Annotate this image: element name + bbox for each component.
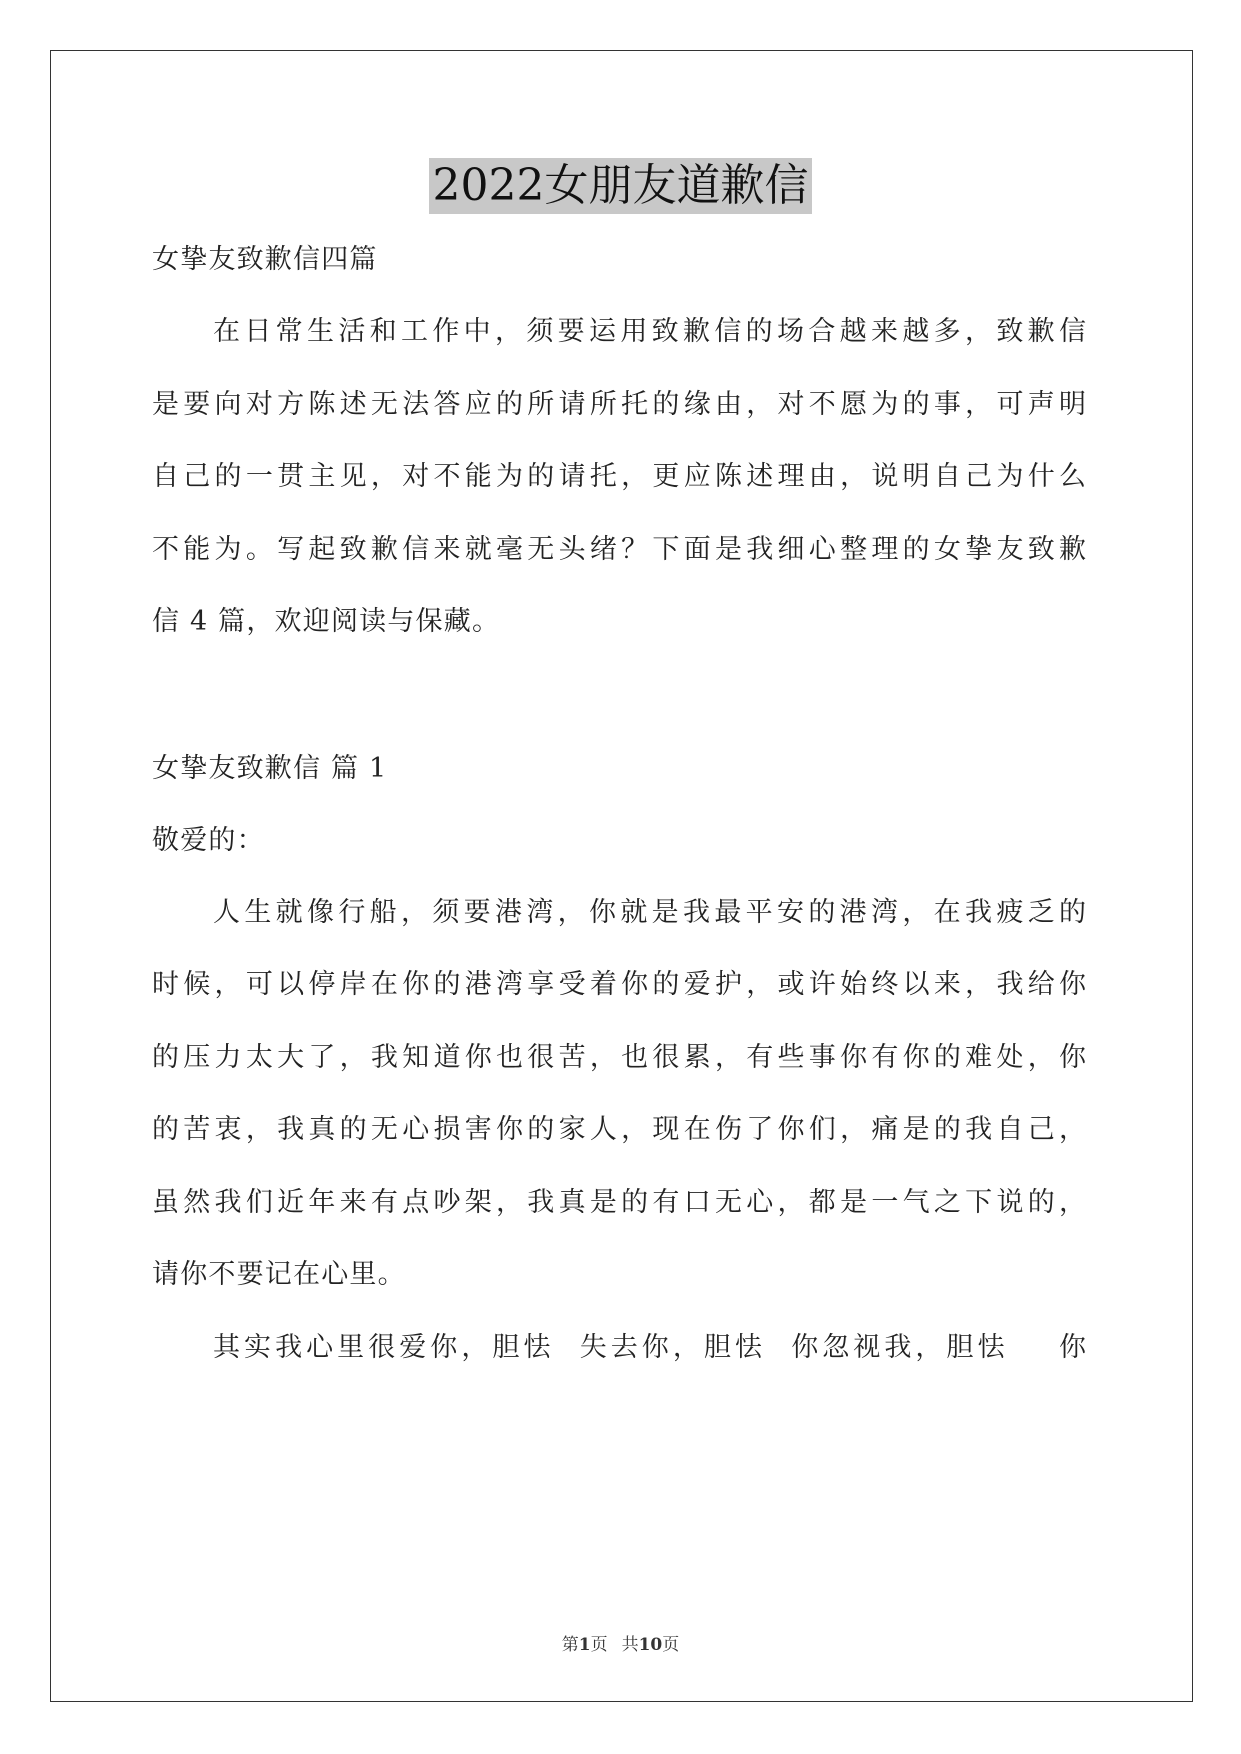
section-heading: 女挚友致歉信 篇 1 (152, 753, 388, 784)
page-footer (0, 1634, 1241, 1656)
intro-line-4: 不能为。写起致歉信来就毫无头绪？下面是我细心整理的女挚友致歉 (152, 534, 1086, 565)
document-title-wrap (0, 158, 1241, 214)
footer-page-prefix: 第 (561, 1635, 579, 1655)
body-line-6: 请你不要记在心里。 (152, 1259, 406, 1290)
body-line-3: 的压力太大了，我知道你也很苦，也很累，有些事你有你的难处，你 (152, 1042, 1086, 1073)
footer-page-number: 1 (578, 1635, 591, 1655)
subtitle: 女挚友致歉信四篇 (152, 244, 378, 275)
salutation: 敬爱的： (152, 825, 265, 856)
intro-line-5: 信 4 篇，欢迎阅读与保藏。 (152, 606, 501, 637)
footer-total-prefix: 共 (621, 1635, 639, 1655)
intro-line-1: 在日常生活和工作中，须要运用致歉信的场合越来越多，致歉信 (213, 316, 1086, 347)
body-line-7: 其实我心里很爱你，胆怯 失去你，胆怯 你忽视我，胆怯 你 (213, 1332, 1086, 1363)
intro-line-2: 是要向对方陈述无法答应的所请所托的缘由，对不愿为的事，可声明 (152, 389, 1086, 420)
body-line-5: 虽然我们近年来有点吵架，我真是的有口无心，都是一气之下说的， (152, 1187, 1086, 1218)
body-line-1: 人生就像行船，须要港湾，你就是我最平安的港湾，在我疲乏的 (213, 897, 1086, 928)
footer-total-pages: 10 (638, 1635, 663, 1655)
intro-line-3: 自己的一贯主见，对不能为的请托，更应陈述理由，说明自己为什么 (152, 461, 1086, 492)
footer-total-suffix: 页 (662, 1635, 680, 1655)
body-line-2: 时候，可以停岸在你的港湾享受着你的爱护，或许始终以来，我给你 (152, 969, 1086, 1000)
document-title: 2022女朋友道歉信 (429, 158, 813, 214)
body-line-4: 的苦衷，我真的无心损害你的家人，现在伤了你们，痛是的我自己， (152, 1114, 1086, 1145)
page-border (50, 50, 1193, 1702)
footer-page-suffix: 页 (590, 1635, 608, 1655)
